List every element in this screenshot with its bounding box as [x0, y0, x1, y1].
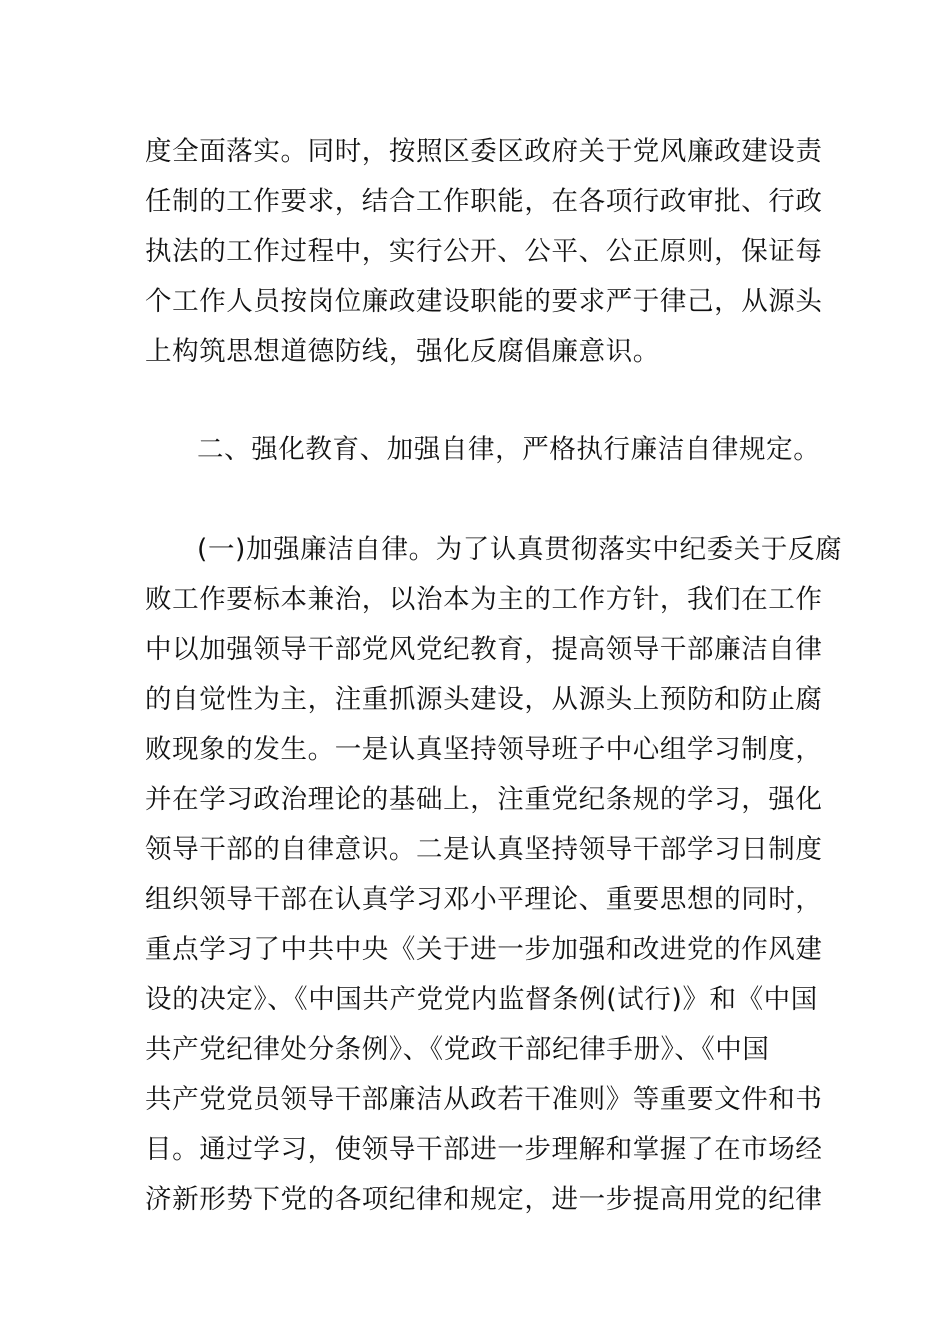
text-line: 任制的工作要求，结合工作职能，在各项行政审批、行政: [145, 186, 823, 217]
section-heading: 二、强化教育、加强自律，严格执行廉洁自律规定。: [197, 434, 821, 465]
text-line: 设的决定》、《中国共产党党内监督条例(试行)》和《中国: [145, 984, 818, 1015]
text-line: (一)加强廉洁自律。为了认真贯彻落实中纪委关于反腐: [197, 534, 843, 565]
text-line: 重点学习了中共中央《关于进一步加强和改进党的作风建: [145, 934, 823, 965]
text-line: 领导干部的自律意识。二是认真坚持领导干部学习日制度: [145, 834, 823, 865]
text-line: 执法的工作过程中，实行公开、公平、公正原则，保证每: [145, 236, 823, 267]
text-line: 中以加强领导干部党风党纪教育，提高领导干部廉洁自律: [145, 634, 823, 665]
text-line: 目。通过学习，使领导干部进一步理解和掌握了在市场经: [145, 1134, 823, 1165]
text-line: 共产党纪律处分条例》、《党政干部纪律手册》、《中国: [145, 1034, 770, 1065]
text-line: 并在学习政治理论的基础上，注重党纪条规的学习，强化: [145, 784, 823, 815]
text-line: 济新形势下党的各项纪律和规定，进一步提高用党的纪律: [145, 1184, 823, 1215]
text-line: 败工作要标本兼治，以治本为主的工作方针，我们在工作: [145, 584, 823, 615]
text-line: 的自觉性为主，注重抓源头建设，从源头上预防和防止腐: [145, 684, 823, 715]
text-line: 组织领导干部在认真学习邓小平理论、重要思想的同时，: [145, 884, 823, 915]
text-line: 上构筑思想道德防线，强化反腐倡廉意识。: [145, 336, 660, 367]
text-line: 共产党党员领导干部廉洁从政若干准则》等重要文件和书: [145, 1084, 823, 1115]
text-line: 个工作人员按岗位廉政建设职能的要求严于律己，从源头: [145, 286, 823, 317]
text-line: 度全面落实。同时，按照区委区政府关于党风廉政建设责: [145, 136, 823, 167]
text-line: 败现象的发生。一是认真坚持领导班子中心组学习制度，: [145, 734, 823, 765]
